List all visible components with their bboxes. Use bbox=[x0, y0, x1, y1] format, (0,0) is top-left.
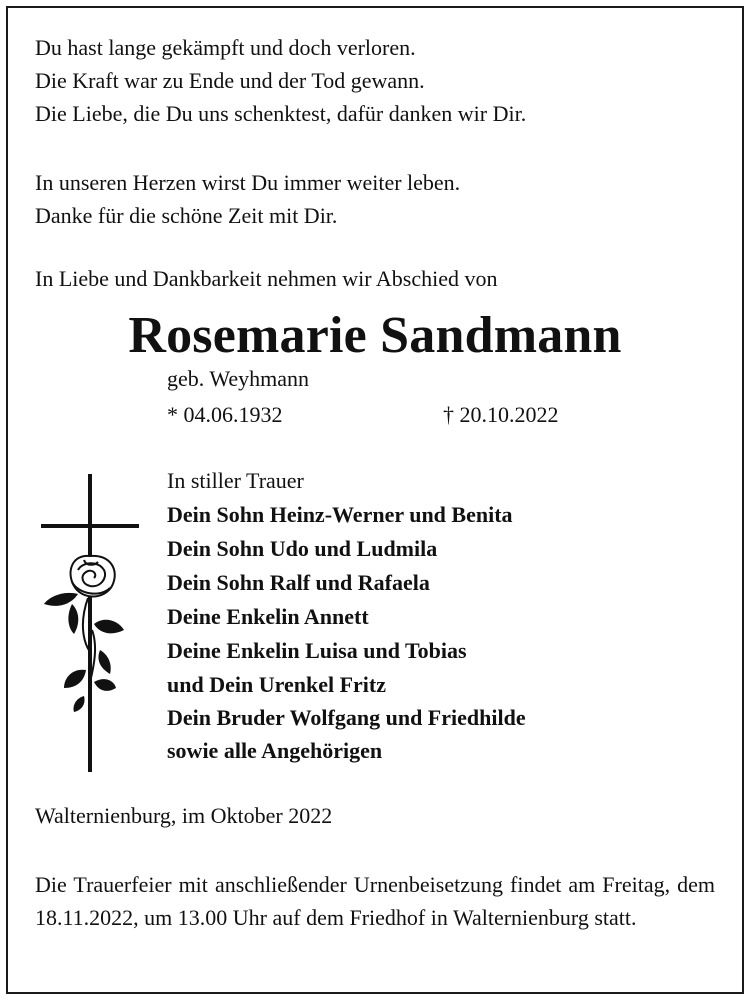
poem-line: Du hast lange gekämpft und doch verloren. bbox=[35, 35, 416, 60]
farewell-line: In Liebe und Dankbarkeit nehmen wir Abschied von bbox=[35, 266, 498, 291]
deceased-name: Rosemarie Sandmann bbox=[128, 307, 622, 364]
death-date: † 20.10.2022 bbox=[443, 402, 559, 427]
mourner-line: Dein Sohn Heinz-Werner und Benita bbox=[167, 502, 513, 527]
poem-line: Die Liebe, die Du uns schenktest, dafür danken wir Dir. bbox=[35, 101, 527, 126]
mourner-line: Deine Enkelin Luisa und Tobias bbox=[167, 638, 467, 663]
mourner-line: sowie alle Angehörigen bbox=[167, 738, 383, 763]
place-date: Walternienburg, im Oktober 2022 bbox=[35, 803, 333, 828]
cross-rose-icon bbox=[38, 470, 142, 775]
mourner-line: und Dein Urenkel Fritz bbox=[167, 672, 386, 697]
poem-line: Die Kraft war zu Ende und der Tod gewann. bbox=[35, 68, 425, 93]
poem-line: In unseren Herzen wirst Du immer weiter leben. bbox=[35, 170, 461, 195]
maiden-name: geb. Weyhmann bbox=[167, 366, 310, 391]
poem-line: Danke für die schöne Zeit mit Dir. bbox=[35, 203, 338, 228]
mourner-line: Dein Sohn Udo und Ludmila bbox=[167, 536, 438, 561]
mourner-line: Dein Sohn Ralf und Rafaela bbox=[167, 570, 430, 595]
birth-date: * 04.06.1932 bbox=[167, 402, 283, 427]
service-notice: Die Trauerfeier mit anschließender Urnenbeisetzung findet am Freitag, dem 18.11.2022, um 13.00 Uhr auf dem Friedhof in Walternienburg statt. bbox=[35, 872, 715, 930]
mourner-line: Dein Bruder Wolfgang und Friedhilde bbox=[167, 705, 526, 730]
mourners-intro: In stiller Trauer bbox=[167, 468, 304, 493]
mourner-line: Deine Enkelin Annett bbox=[167, 604, 369, 629]
